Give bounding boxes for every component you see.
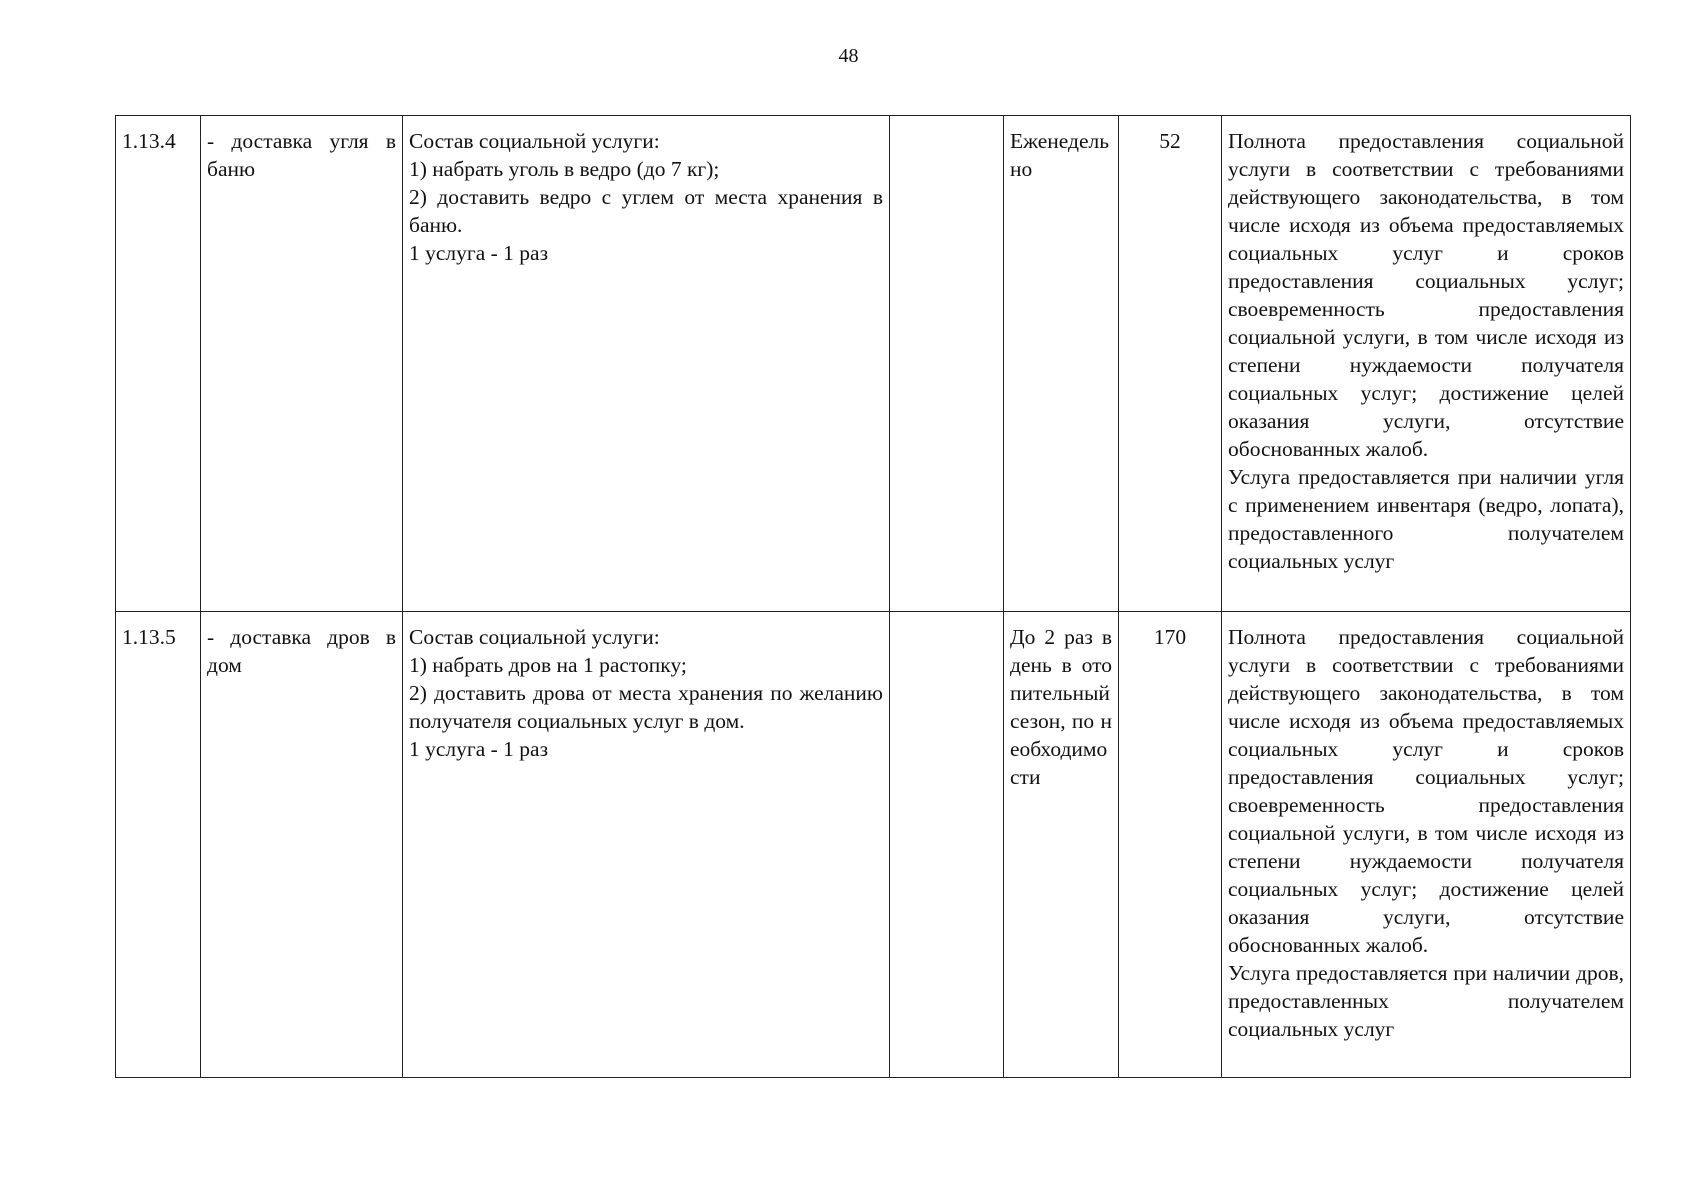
quality-paragraph: Полнота предоставления социальной услуги в соответствии с требованиями действующего законодательства, в том числе исходя из объема предоставляемых социальных услуг и сроков предоставления социальных услуг; своевременность предоставления социальной услуги, в том числе исходя из степени нуждаемости получателя социальных услуг; достижение целей оказания услуги, отсутствие обоснованных жалоб. (1228, 129, 1624, 461)
content-line: 1) набрать уголь в ведро (до 7 кг); (409, 157, 720, 181)
service-count: 170 (1119, 612, 1222, 1078)
content-line: Состав социальной услуги: (409, 625, 660, 649)
quality-paragraph: Полнота предоставления социальной услуги в соответствии с требованиями действующего законодательства, в том числе исходя из объема предоставляемых социальных услуг и сроков предоставления социальных услуг; своевременность предоставления социальной услуги, в том числе исходя из степени нуждаемости получателя социальных услуг; достижение целей оказания услуги, отсутствие обоснованных жалоб. (1228, 625, 1624, 957)
service-name: - доставка дров в дом (201, 612, 403, 1078)
content-line: 1) набрать дров на 1 растопку; (409, 653, 687, 677)
services-table (115, 115, 1631, 1078)
service-count: 52 (1119, 116, 1222, 612)
quality-paragraph: Услуга предоставляется при наличии угля с применением инвентаря (ведро, лопата), предоставленного получателем социальных услуг (1228, 465, 1624, 573)
content-line: 1 услуга - 1 раз (409, 241, 549, 265)
service-frequency: Еженедельно (1004, 116, 1119, 612)
service-number: 1.13.4 (116, 116, 201, 612)
content-line: 2) доставить ведро с углем от места хранения в баню. (409, 185, 883, 237)
empty-cell (890, 116, 1004, 612)
content-line: 1 услуга - 1 раз (409, 737, 549, 761)
service-content (403, 116, 890, 612)
quality-paragraph: Услуга предоставляется при наличии дров, предоставленных получателем социальных услуг (1228, 961, 1624, 1041)
content-line: 2) доставить дрова от места хранения по желанию получателя социальных услуг в дом. (409, 681, 883, 733)
page-number: 48 (838, 45, 859, 67)
table-row (116, 612, 1631, 1078)
service-frequency: До 2 раз в день в отопительный сезон, по необходимости (1004, 612, 1119, 1078)
service-number: 1.13.5 (116, 612, 201, 1078)
service-quality (1222, 612, 1631, 1078)
service-name: - доставка угля в баню (201, 116, 403, 612)
service-quality (1222, 116, 1631, 612)
content-line: Состав социальной услуги: (409, 129, 660, 153)
service-content (403, 612, 890, 1078)
empty-cell (890, 612, 1004, 1078)
table-row (116, 116, 1631, 612)
